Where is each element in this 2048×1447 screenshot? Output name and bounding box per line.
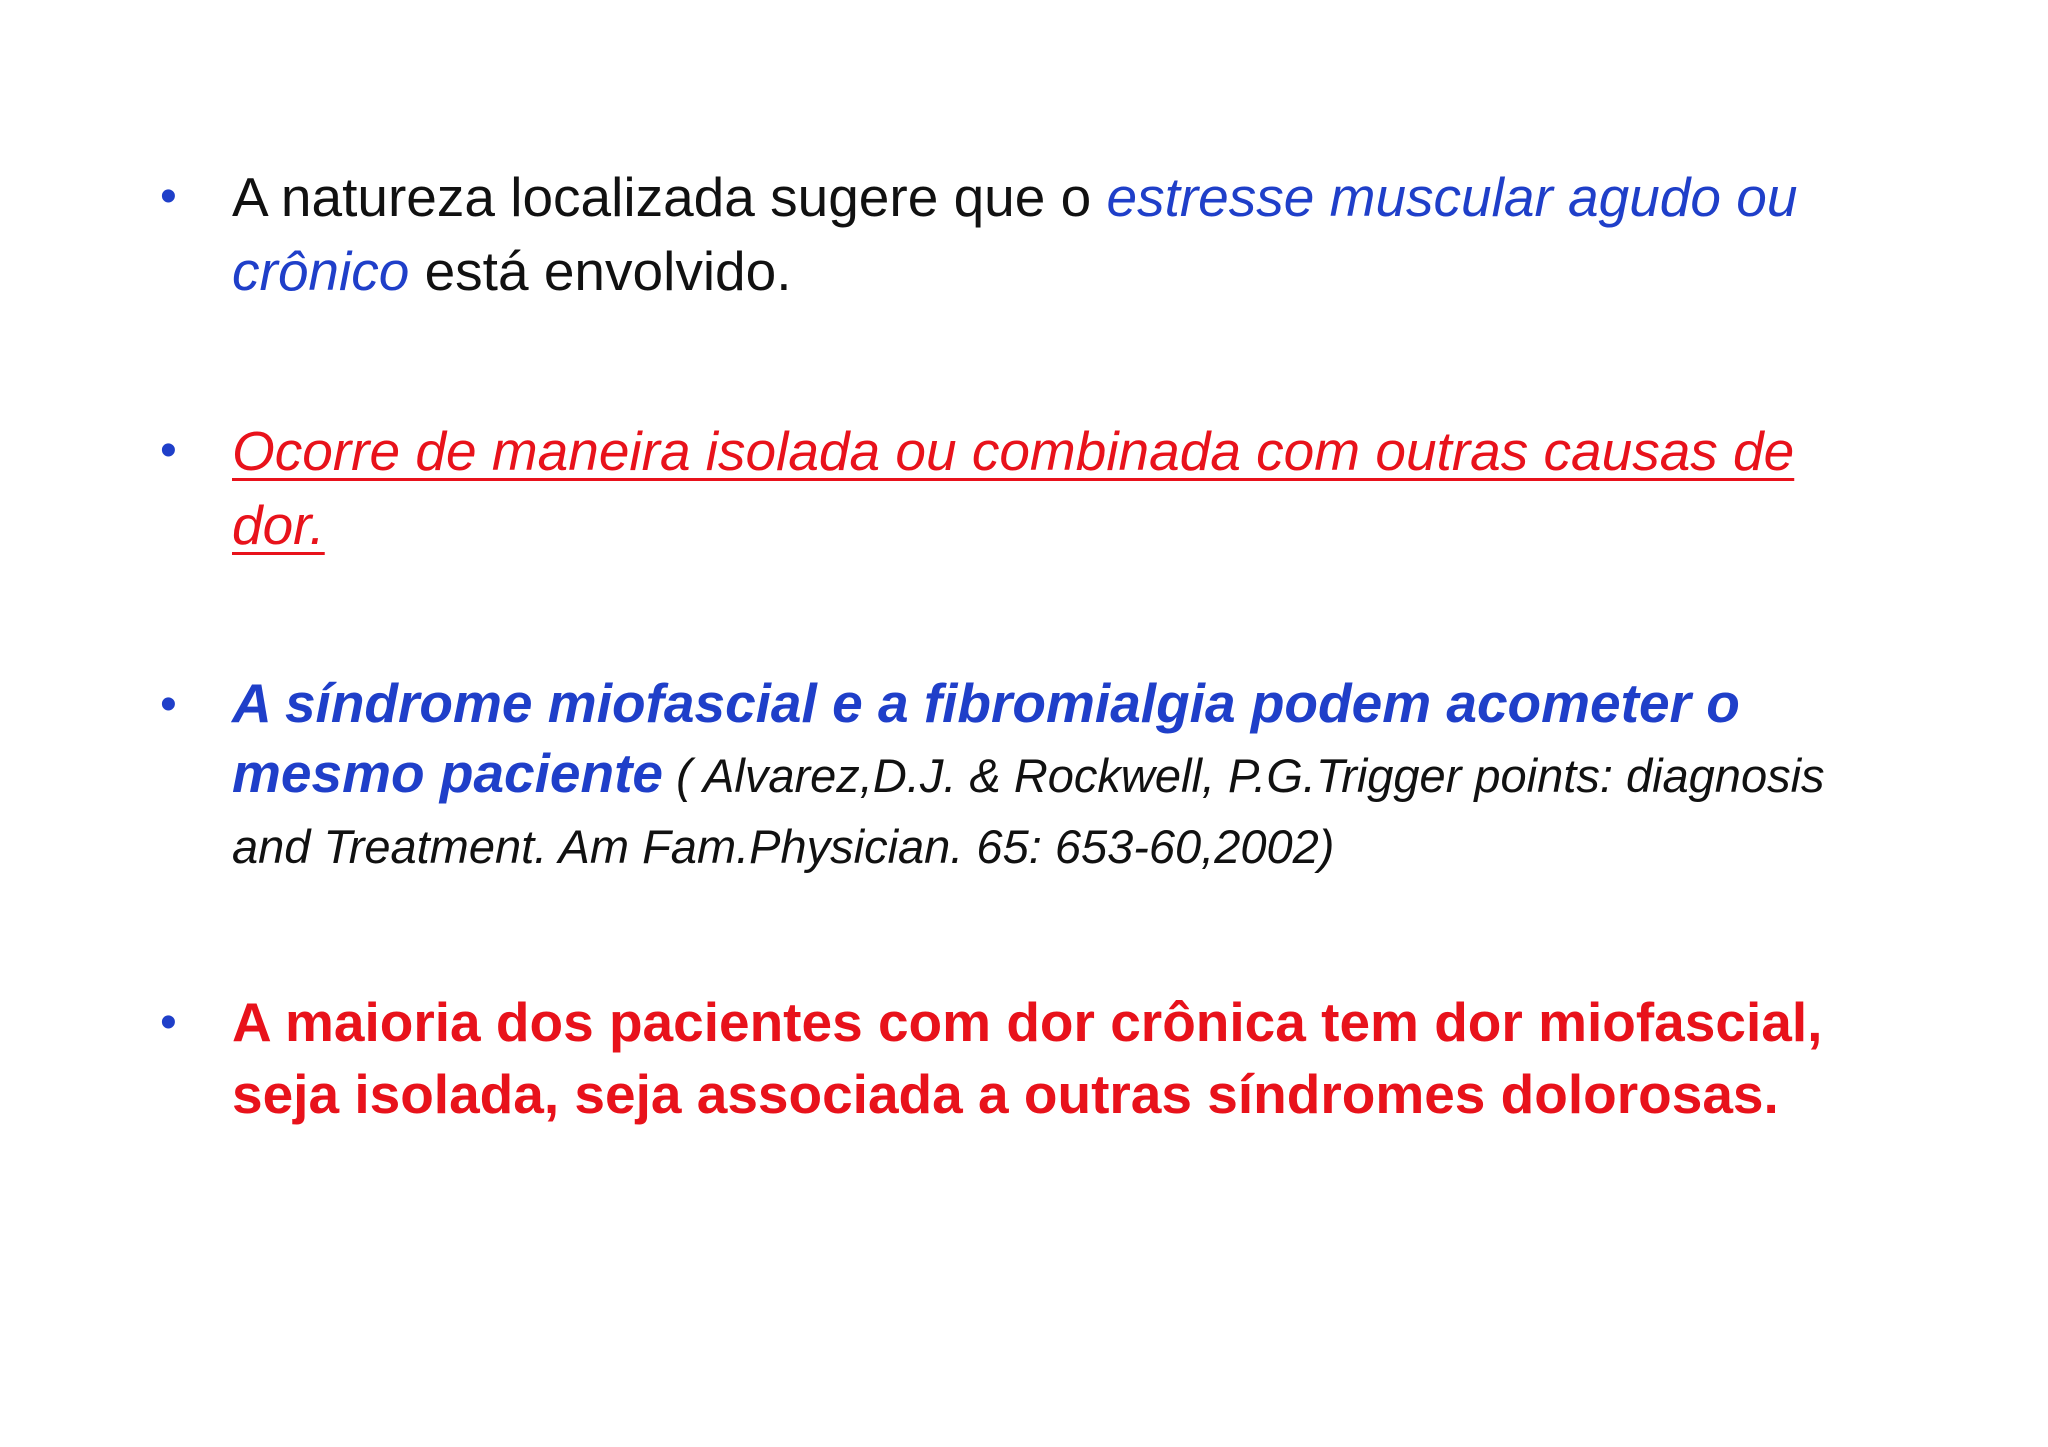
bullet-marker: • (160, 424, 177, 477)
bullet-marker: • (160, 170, 177, 223)
bullet-text-plain: A natureza localizada sugere que o (232, 166, 1107, 228)
bullet-item-myofascial-fibromyalgia (160, 668, 1900, 880)
bullet-marker: • (160, 996, 177, 1049)
bullet-text-emphasis: estresse muscular agudo ou crônico (232, 166, 1798, 302)
bullet-text-end: está envolvido. (409, 240, 792, 302)
bullet-text-emphasis: A síndrome miofascial e a fibromialgia podem acometer o mesmo paciente (232, 672, 1740, 804)
bullet-marker: • (160, 678, 177, 731)
bullet-text: A maioria dos pacientes com dor crônica tem dor miofascial, seja isolada, seja associada a outras síndromes dolorosas. (232, 991, 1823, 1125)
bullet-item-chronic-pain-majority (160, 986, 1900, 1130)
bullet-list (160, 160, 1900, 1130)
bullet-item-isolated-or-combined (160, 414, 1900, 562)
bullet-item-localized-nature (160, 160, 1900, 308)
bullet-text: Ocorre de maneira isolada ou combinada com outras causas de dor. (232, 420, 1795, 556)
bullet-citation: ( Alvarez,D.J. & Rockwell, P.G.Trigger points: diagnosis and Treatment. Am Fam.Physician. 65: 653-60,2002) (232, 749, 1825, 873)
